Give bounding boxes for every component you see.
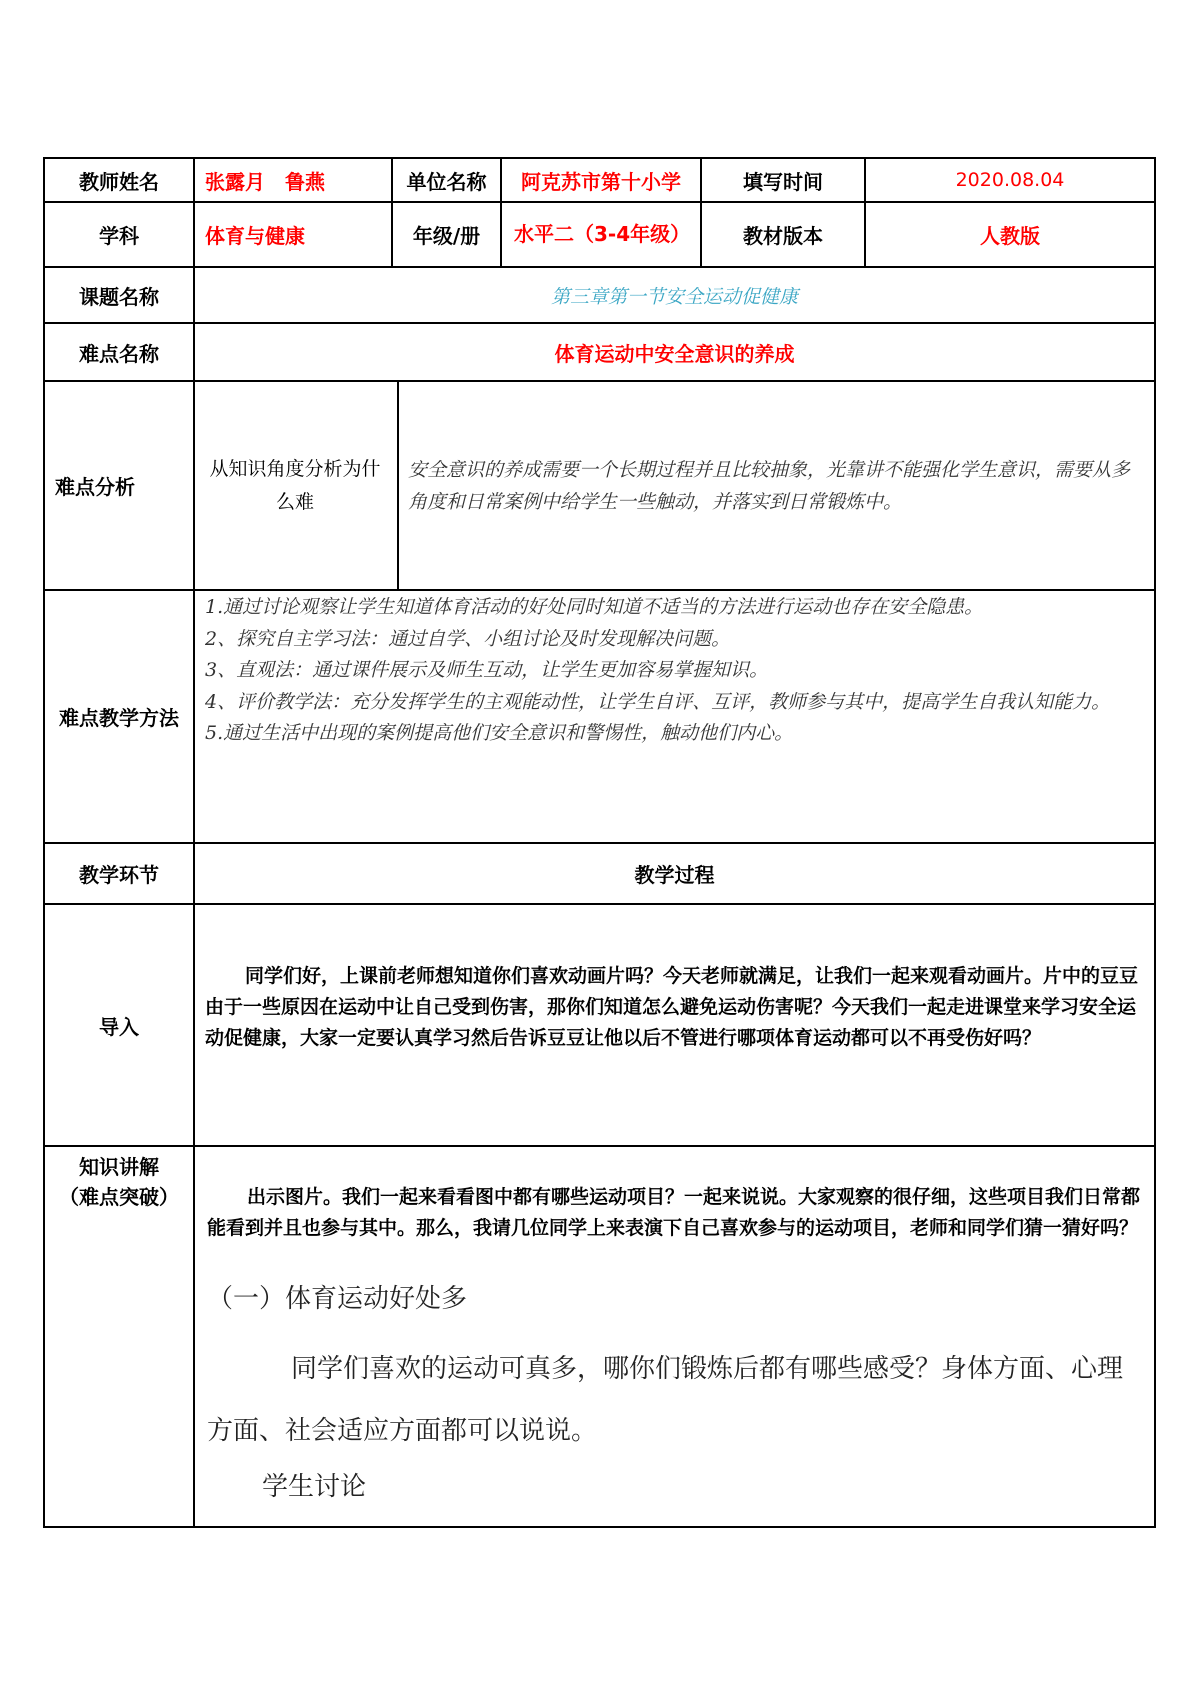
knowledge-label-line1: 知识讲解 — [79, 1155, 159, 1179]
date-label: 填写时间 — [743, 169, 823, 194]
method-item: 1.通过讨论观察让学生知道体育活动的好处同时知道不适当的方法进行运动也存在安全隐患。 — [205, 596, 984, 618]
grade-value: 水平二（3-4年级） — [514, 222, 691, 246]
grade-label: 年级/册 — [412, 224, 481, 248]
intro-text: 同学们好，上课前老师想知道你们喜欢动画片吗？今天老师就满足，让我们一起来观看动画片。片中的豆豆由于一些原因在运动中让自己受到伤害，那你们知道怎么避免运动伤害呢？今天我们一起走进课堂来学习安全运动促健康，大家一定要认真学习然后告诉豆豆让他以后不管进行哪项体育运动都可以不再受伤好吗？ — [205, 965, 1139, 1049]
rule — [397, 380, 399, 590]
intro-label: 导入 — [99, 1014, 139, 1039]
stage-header: 教学环节 — [79, 863, 159, 887]
knowledge-para2: 学生讨论 — [262, 1472, 367, 1502]
methods-list — [205, 592, 1145, 750]
rule — [43, 903, 1156, 905]
knowledge-para1: 同学们喜欢的运动可真多，哪你们锻炼后都有哪些感受？身体方面、心理方面、社会适应方面都可以说说。 — [207, 1354, 1124, 1446]
knowledge-label-line2: （难点突破） — [59, 1185, 179, 1209]
teacher-value: 张露月 鲁燕 — [205, 169, 325, 194]
analysis-sub-label: 从知识角度分析为什么难 — [209, 457, 381, 513]
difficulty-value: 体育运动中安全意识的养成 — [554, 341, 795, 366]
teacher-label: 教师姓名 — [79, 169, 159, 194]
method-item: 5.通过生活中出现的案例提高他们安全意识和警惕性，触动他们内心。 — [205, 722, 794, 744]
edition-value: 人教版 — [980, 224, 1040, 248]
knowledge-label — [45, 1152, 193, 1212]
subject-value: 体育与健康 — [205, 224, 305, 248]
unit-value: 阿克苏市第十小学 — [521, 169, 681, 194]
method-item: 3、直观法：通过课件展示及师生互动，让学生更加容易掌握知识。 — [205, 659, 769, 681]
rule — [43, 589, 1156, 591]
method-item: 4、评价教学法：充分发挥学生的主观能动性，让学生自评、互评，教师参与其中，提高学生自我认知能力。 — [205, 690, 1111, 713]
analysis-text: 安全意识的养成需要一个长期过程并且比较抽象，光靠讲不能强化学生意识，需要从多角度和日常案例中给学生一些触动，并落实到日常锻炼中。 — [408, 458, 1131, 513]
unit-label: 单位名称 — [406, 169, 487, 194]
knowledge-intro-text: 出示图片。我们一起来看看图中都有哪些运动项目？一起来说说。大家观察的很仔细，这些项目我们日常都能看到并且也参与其中。那么，我请几位同学上来表演下自己喜欢参与的运动项目，老师和同学们猜一猜好吗？ — [207, 1186, 1141, 1239]
process-header: 教学过程 — [634, 863, 715, 887]
section-title: （一）体育运动好处多 — [207, 1284, 468, 1314]
rule — [1154, 157, 1156, 1528]
rule — [43, 1145, 1156, 1147]
method-item: 2、探究自主学习法：通过自学、小组讨论及时发现解决问题。 — [205, 627, 731, 650]
subject-label: 学科 — [99, 224, 139, 248]
topic-label: 课题名称 — [79, 284, 159, 309]
date-value: 2020.08.04 — [955, 169, 1065, 191]
edition-label: 教材版本 — [743, 224, 823, 248]
analysis-label: 难点分析 — [55, 475, 135, 499]
topic-value: 第三章第一节安全运动促健康 — [550, 285, 798, 308]
methods-label: 难点教学方法 — [59, 706, 179, 730]
rule — [43, 1526, 1156, 1528]
difficulty-label: 难点名称 — [79, 341, 159, 366]
